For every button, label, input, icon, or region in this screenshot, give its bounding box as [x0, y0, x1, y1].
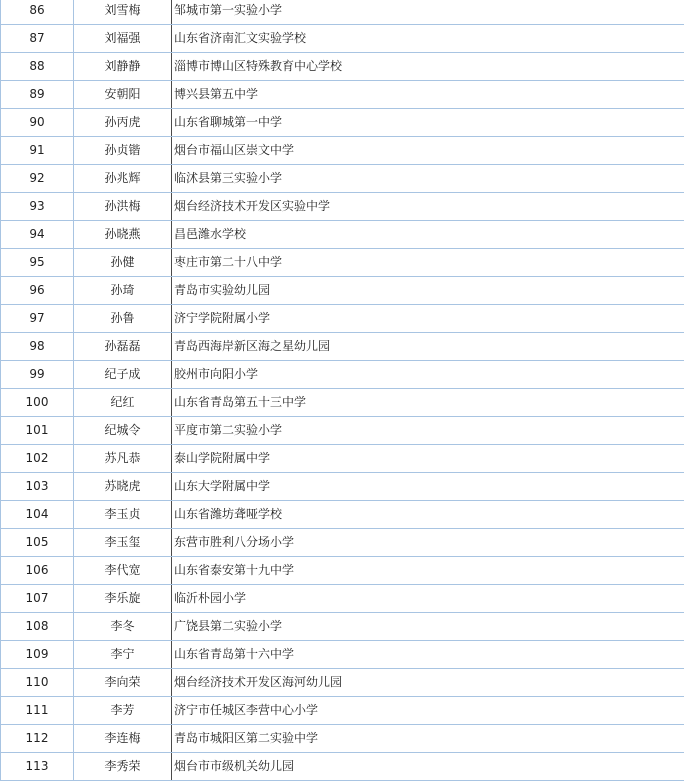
table-row	[1, 305, 684, 333]
school-cell: 昌邑潍水学校	[172, 221, 684, 249]
table-row	[1, 165, 684, 193]
table-row	[1, 613, 684, 641]
school-cell: 山东省泰安第十九中学	[172, 557, 684, 585]
table-row	[1, 25, 684, 53]
name-cell: 孙健	[74, 249, 172, 277]
table-row	[1, 585, 684, 613]
name-cell: 李玉玺	[74, 529, 172, 557]
table-row	[1, 445, 684, 473]
school-cell: 烟台市福山区崇文中学	[172, 137, 684, 165]
row-number-cell: 105	[1, 529, 74, 557]
name-cell: 纪城令	[74, 417, 172, 445]
school-cell: 邹城市第一实验小学	[172, 0, 684, 25]
table-row	[1, 697, 684, 725]
school-cell: 青岛西海岸新区海之星幼儿园	[172, 333, 684, 361]
name-cell: 纪子成	[74, 361, 172, 389]
school-cell: 山东省聊城第一中学	[172, 109, 684, 137]
table-row	[1, 221, 684, 249]
table-row	[1, 725, 684, 753]
school-cell: 东营市胜利八分场小学	[172, 529, 684, 557]
row-number-cell: 107	[1, 585, 74, 613]
school-cell: 胶州市向阳小学	[172, 361, 684, 389]
table-row	[1, 81, 684, 109]
name-cell: 李代宽	[74, 557, 172, 585]
name-cell: 李冬	[74, 613, 172, 641]
row-number-cell: 90	[1, 109, 74, 137]
table-row	[1, 501, 684, 529]
row-number-cell: 93	[1, 193, 74, 221]
name-cell: 李玉贞	[74, 501, 172, 529]
row-number-cell: 106	[1, 557, 74, 585]
name-cell: 刘雪梅	[74, 0, 172, 25]
school-cell: 泰山学院附属中学	[172, 445, 684, 473]
name-cell: 苏晓虎	[74, 473, 172, 501]
table-row	[1, 109, 684, 137]
row-number-cell: 98	[1, 333, 74, 361]
row-number-cell: 99	[1, 361, 74, 389]
school-cell: 烟台经济技术开发区海河幼儿园	[172, 669, 684, 697]
table-row	[1, 277, 684, 305]
name-cell: 刘福强	[74, 25, 172, 53]
name-cell: 孙贞锴	[74, 137, 172, 165]
row-number-cell: 95	[1, 249, 74, 277]
row-number-cell: 86	[1, 0, 74, 25]
name-cell: 李乐旋	[74, 585, 172, 613]
name-cell: 孙琦	[74, 277, 172, 305]
name-cell: 安朝阳	[74, 81, 172, 109]
school-cell: 淄博市博山区特殊教育中心学校	[172, 53, 684, 81]
row-number-cell: 91	[1, 137, 74, 165]
table-row	[1, 361, 684, 389]
name-cell: 孙磊磊	[74, 333, 172, 361]
row-number-cell: 101	[1, 417, 74, 445]
row-number-cell: 100	[1, 389, 74, 417]
school-cell: 山东省济南汇文实验学校	[172, 25, 684, 53]
school-cell: 青岛市实验幼儿园	[172, 277, 684, 305]
row-number-cell: 103	[1, 473, 74, 501]
table-row	[1, 53, 684, 81]
row-number-cell: 97	[1, 305, 74, 333]
name-cell: 纪红	[74, 389, 172, 417]
school-cell: 平度市第二实验小学	[172, 417, 684, 445]
school-cell: 临沂朴园小学	[172, 585, 684, 613]
row-number-cell: 102	[1, 445, 74, 473]
row-number-cell: 96	[1, 277, 74, 305]
name-cell: 李连梅	[74, 725, 172, 753]
row-number-cell: 111	[1, 697, 74, 725]
row-number-cell: 108	[1, 613, 74, 641]
name-cell: 孙鲁	[74, 305, 172, 333]
school-cell: 山东省青岛第五十三中学	[172, 389, 684, 417]
row-number-cell: 87	[1, 25, 74, 53]
table-row	[1, 389, 684, 417]
table-row	[1, 0, 684, 25]
table-row	[1, 753, 684, 781]
name-cell: 孙洪梅	[74, 193, 172, 221]
school-cell: 临沭县第三实验小学	[172, 165, 684, 193]
school-cell: 济宁学院附属小学	[172, 305, 684, 333]
school-cell: 山东省青岛第十六中学	[172, 641, 684, 669]
name-cell: 孙丙虎	[74, 109, 172, 137]
row-number-cell: 113	[1, 753, 74, 781]
name-cell: 孙晓燕	[74, 221, 172, 249]
table-row	[1, 333, 684, 361]
table-row	[1, 473, 684, 501]
table-row	[1, 417, 684, 445]
table-row	[1, 137, 684, 165]
name-cell: 李秀荣	[74, 753, 172, 781]
roster-body	[1, 0, 684, 781]
school-cell: 山东大学附属中学	[172, 473, 684, 501]
row-number-cell: 89	[1, 81, 74, 109]
name-cell: 孙兆辉	[74, 165, 172, 193]
row-number-cell: 92	[1, 165, 74, 193]
row-number-cell: 88	[1, 53, 74, 81]
table-row	[1, 193, 684, 221]
table-row	[1, 249, 684, 277]
school-cell: 广饶县第二实验小学	[172, 613, 684, 641]
row-number-cell: 94	[1, 221, 74, 249]
table-row	[1, 529, 684, 557]
school-cell: 青岛市城阳区第二实验中学	[172, 725, 684, 753]
school-cell: 博兴县第五中学	[172, 81, 684, 109]
row-number-cell: 109	[1, 641, 74, 669]
table-row	[1, 557, 684, 585]
row-number-cell: 104	[1, 501, 74, 529]
school-cell: 烟台市市级机关幼儿园	[172, 753, 684, 781]
name-cell: 李芳	[74, 697, 172, 725]
name-cell: 苏凡恭	[74, 445, 172, 473]
school-cell: 济宁市任城区李营中心小学	[172, 697, 684, 725]
name-cell: 李向荣	[74, 669, 172, 697]
table-row	[1, 669, 684, 697]
school-cell: 山东省潍坊聋哑学校	[172, 501, 684, 529]
row-number-cell: 110	[1, 669, 74, 697]
row-number-cell: 112	[1, 725, 74, 753]
name-cell: 刘静静	[74, 53, 172, 81]
school-cell: 烟台经济技术开发区实验中学	[172, 193, 684, 221]
name-cell: 李宁	[74, 641, 172, 669]
school-cell: 枣庄市第二十八中学	[172, 249, 684, 277]
table-row	[1, 641, 684, 669]
